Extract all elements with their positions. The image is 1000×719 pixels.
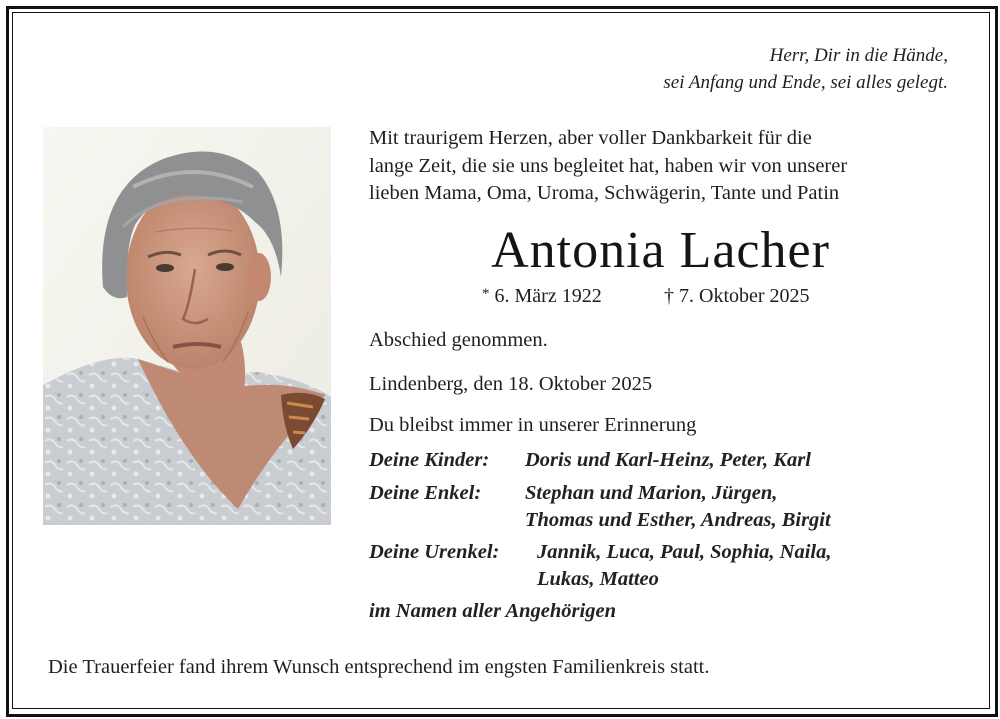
children-names: Doris und Karl-Heinz, Peter, Karl — [525, 449, 811, 471]
death-date — [664, 285, 810, 308]
closing-text: im Namen aller Angehörigen — [369, 600, 616, 622]
intro-line-1: Mit traurigem Herzen, aber voller Dankbarkeit für die — [369, 127, 812, 149]
great-grandchildren-label: Deine Urenkel: — [369, 541, 500, 563]
intro-line-3: lieben Mama, Oma, Uroma, Schwägerin, Tante und Patin — [369, 182, 840, 204]
intro-text — [369, 125, 959, 208]
grandchildren-label: Deine Enkel: — [369, 482, 482, 504]
footer-text: Die Trauerfeier fand ihrem Wunsch entsprechend im engsten Familienkreis statt. — [48, 656, 710, 678]
motto-line-1: Herr, Dir in die Hände, — [769, 45, 948, 66]
portrait-photo — [43, 127, 331, 525]
birth-star-icon: * — [482, 286, 490, 302]
memory-text: Du bleibst immer in unserer Erinnerung — [369, 414, 697, 436]
children-label: Deine Kinder: — [369, 449, 490, 471]
place-date: Lindenberg, den 18. Oktober 2025 — [369, 373, 653, 395]
birth-date — [482, 285, 602, 308]
great-grandchildren-names-1: Jannik, Luca, Paul, Sophia, Naila, — [537, 541, 832, 563]
farewell-text: Abschied genommen. — [369, 329, 548, 351]
grandchildren-names-1: Stephan und Marion, Jürgen, — [525, 482, 778, 504]
intro-line-2: lange Zeit, die sie uns begleitet hat, haben wir von unserer — [369, 154, 848, 177]
birth-date-text: 6. März 1922 — [494, 285, 602, 307]
deceased-name: Antonia Lacher — [491, 222, 830, 279]
motto-line-2: sei Anfang und Ende, sei alles gelegt. — [663, 72, 948, 93]
great-grandchildren-names-2: Lukas, Matteo — [537, 568, 659, 590]
grandchildren-names-2: Thomas und Esther, Andreas, Birgit — [525, 509, 831, 531]
death-cross-icon: † — [664, 285, 674, 307]
death-date-text: 7. Oktober 2025 — [679, 285, 810, 307]
motto — [448, 42, 948, 96]
